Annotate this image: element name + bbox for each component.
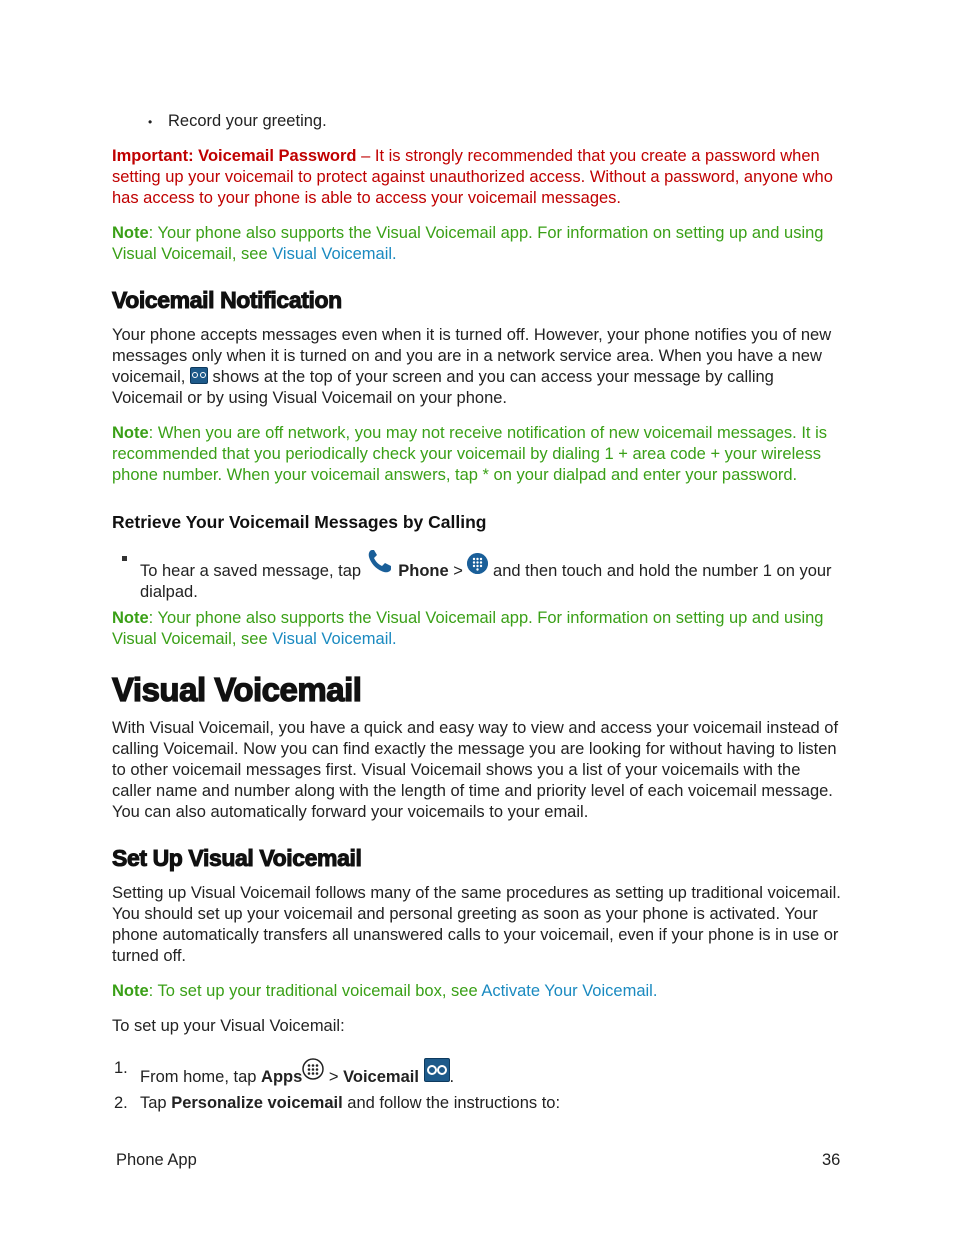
note-off-network bbox=[112, 423, 842, 486]
note-visual-voicemail-1 bbox=[112, 223, 842, 265]
note-visual-voicemail-2 bbox=[112, 608, 842, 650]
activate-voicemail-link[interactable]: Activate Your Voicemail. bbox=[481, 982, 658, 1000]
footer-section: Phone App bbox=[116, 1151, 197, 1169]
square-bullet bbox=[122, 556, 127, 561]
note-label: Note bbox=[112, 424, 149, 442]
vn-para-part2: shows at the top of your screen and you can access your message by calling Voicemail or by using Visual Voicemail on your phone. bbox=[112, 368, 774, 407]
retrieve-text-2: > bbox=[448, 562, 468, 580]
note-activate-voicemail bbox=[112, 981, 842, 1002]
vn-para-part1: Your phone accepts messages even when it is turned off. However, your phone notifies you of new messages only when it is turned on and you are in a network service area. When you have a new voicemail, bbox=[112, 326, 832, 386]
setup-paragraph: Setting up Visual Voicemail follows many of the same procedures as setting up traditional voicemail. You should set up your voicemail and personal greeting as soon as your phone is activated. Your phone automatically transfers all unanswered calls to your voicemail, even if your phone is in use or turned off. bbox=[112, 884, 841, 965]
personalize-voicemail-label: Personalize voicemail bbox=[171, 1094, 343, 1112]
voicemail-notification-heading: Voicemail Notification bbox=[112, 287, 342, 313]
note-label: Note bbox=[112, 224, 149, 242]
setup-intro: To set up your Visual Voicemail: bbox=[112, 1017, 345, 1035]
apps-icon bbox=[302, 1058, 324, 1080]
note-label: Note bbox=[112, 609, 149, 627]
step-1-text bbox=[140, 1050, 842, 1088]
note-text: : Your phone also supports the Visual Voicemail app. For information on setting up and using Visual Voicemail, see bbox=[112, 609, 824, 648]
step-1-part1: From home, tap bbox=[140, 1068, 262, 1086]
dialpad-icon bbox=[467, 553, 488, 574]
setup-step-1 bbox=[112, 1050, 842, 1088]
voicemail-label: Voicemail bbox=[343, 1068, 419, 1086]
important-voicemail-password bbox=[112, 146, 842, 209]
note-label: Note bbox=[112, 982, 149, 1000]
voicemail-notification-paragraph bbox=[112, 325, 842, 409]
note-text: : Your phone also supports the Visual Voicemail app. For information on setting up and using Visual Voicemail, see bbox=[112, 224, 824, 263]
step-1-number: 1. bbox=[114, 1059, 128, 1077]
apps-label: Apps bbox=[261, 1068, 303, 1086]
retrieve-text-1: To hear a saved message, tap bbox=[140, 562, 366, 580]
visual-voicemail-paragraph: With Visual Voicemail, you have a quick and easy way to view and access your voicemail instead of calling Voicemail. Now you can find exactly the message you are looking for without having to listen to other voicemail messages first. Visual Voicemail shows you a list of your voicemails with the caller name and number along with the length of time and priority level of each voicemail message. You can also automatically forward your voicemails to your email. bbox=[112, 719, 839, 821]
important-text: – It is strongly recommended that you create a password when setting up your voicemail to protect against unauthorized access. Without a password, anyone who has access to your phone is able to access your voicemail messages. bbox=[112, 147, 833, 207]
visual-voicemail-heading: Visual Voicemail bbox=[112, 671, 362, 708]
visual-voicemail-link-2[interactable]: Visual Voicemail. bbox=[272, 630, 397, 648]
retrieve-bullet bbox=[112, 548, 842, 603]
voicemail-app-icon bbox=[424, 1058, 450, 1082]
retrieve-bullet-text bbox=[140, 548, 842, 603]
voicemail-icon bbox=[190, 367, 208, 384]
step-2-part2: and follow the instructions to: bbox=[342, 1094, 561, 1112]
note-text: : To set up your traditional voicemail box, see bbox=[148, 982, 482, 1000]
note-text: : When you are off network, you may not receive notification of new voicemail messages. It is recommended that you periodically check your voicemail by dialing 1 + area code + your wireless phone number. When your voicemail answers, tap * on your dialpad and enter your password. bbox=[112, 424, 828, 484]
retrieve-text-3: and then touch and hold the number 1 on your dialpad. bbox=[140, 562, 832, 601]
phone-icon bbox=[366, 548, 394, 574]
step-2-text bbox=[140, 1093, 842, 1114]
step-1-end: . bbox=[449, 1068, 455, 1086]
important-label: Important: Voicemail Password bbox=[112, 147, 357, 165]
phone-label: Phone bbox=[398, 562, 449, 580]
bullet-record-greeting: Record your greeting. bbox=[168, 112, 327, 130]
visual-voicemail-link-1[interactable]: Visual Voicemail. bbox=[272, 245, 397, 263]
step-1-part2: > bbox=[324, 1068, 344, 1086]
step-2-part1: Tap bbox=[140, 1094, 172, 1112]
footer-page-number: 36 bbox=[822, 1151, 841, 1169]
retrieve-heading: Retrieve Your Voicemail Messages by Calling bbox=[112, 512, 487, 532]
setup-heading: Set Up Visual Voicemail bbox=[112, 845, 362, 871]
bullet-dot: • bbox=[148, 115, 153, 129]
setup-step-2 bbox=[112, 1093, 842, 1114]
step-2-number: 2. bbox=[114, 1094, 128, 1112]
